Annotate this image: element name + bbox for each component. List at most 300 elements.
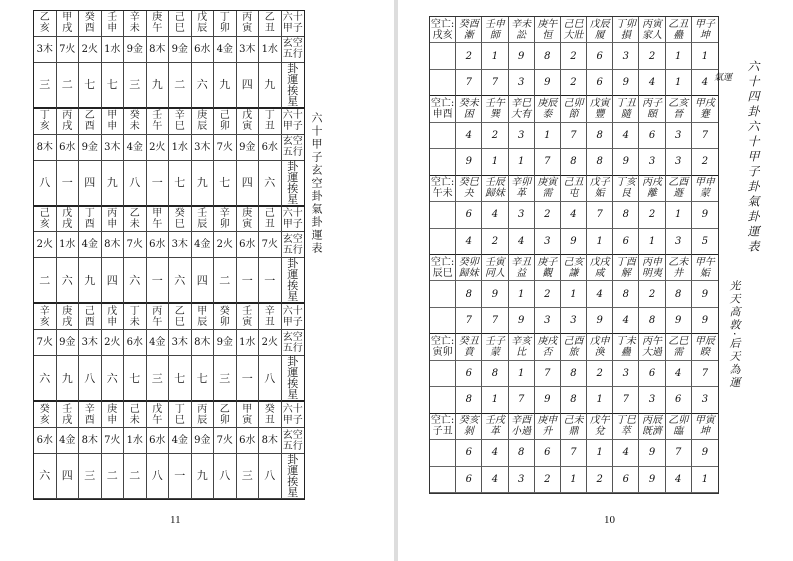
table-cell: 八 [259,454,282,499]
table-cell: 戊寅 [237,109,260,135]
table-cell: 1水 [57,232,80,258]
table-cell: 6水 [57,135,80,161]
table-cell: 七 [192,356,215,402]
table-cell: 九 [147,63,170,109]
table-cell: 6水 [147,232,170,258]
table-cell: 庚戌否 [535,334,561,360]
table-cell: 癸酉 [79,11,102,37]
table-cell: 丙申明夷 [639,255,665,281]
table-cell: 九 [79,258,102,304]
table-cell: 2 [561,43,587,69]
table-cell: 癸丑 [259,402,282,428]
table-cell: 1 [509,361,535,387]
table-cell: 7 [561,440,587,466]
table-cell: 七 [102,63,125,109]
table-cell: 七 [124,356,147,402]
table-cell: 四 [57,454,80,499]
table-cell: 8 [561,387,587,413]
table-cell: 二 [214,258,237,304]
table-cell: 甲戌蹇 [692,96,718,122]
table-cell: 九 [192,454,215,499]
table-cell: 辛亥 [34,304,57,330]
table-cell: 8木 [259,428,282,454]
table-cell: 3 [535,308,561,334]
row-label: 六十甲子 [282,402,305,428]
table-cell: 3 [613,43,639,69]
table-cell: 1 [482,387,508,413]
table-cell: 1 [587,229,613,255]
table-cell: 1 [587,440,613,466]
table-cell: 8木 [192,330,215,356]
table-cell: 6 [639,123,665,149]
table-cell: 己卯節 [561,96,587,122]
table-cell: 八 [124,161,147,207]
table-cell: 7 [509,387,535,413]
table-cell: 7 [482,70,508,96]
table-cell: 1 [666,43,692,69]
table-cell: 1 [535,123,561,149]
table-cell: 7火 [34,330,57,356]
table-cell: 4 [482,440,508,466]
table-cell: 辛未 [124,11,147,37]
table-cell: 2火 [102,330,125,356]
table-cell: 1 [692,467,718,493]
table-cell: 2 [639,202,665,228]
table-cell: 一 [169,454,192,499]
table-cell: 丁亥 [34,109,57,135]
table-cell: 八 [79,356,102,402]
row-label: 玄空五行 [282,135,305,161]
table-cell: 壬寅同人 [482,255,508,281]
table-cell: 九 [57,356,80,402]
table-cell: 丙戌 [57,109,80,135]
table-cell: 己丑屯 [561,176,587,202]
table-cell: 3 [535,229,561,255]
table-cell: 9 [613,149,639,175]
table-cell: 乙酉遯 [666,176,692,202]
table-cell: 9金 [169,37,192,63]
left-page-number: 11 [170,514,181,526]
table-cell: 4 [666,361,692,387]
table-cell: 癸未 [124,109,147,135]
left-page-title: 六十甲子玄空卦氣卦運表 [310,112,323,255]
table-cell: 癸酉漸 [456,17,482,43]
table-cell: 壬戌革 [482,414,508,440]
empty-void-cell [430,361,456,387]
table-cell: 1 [482,43,508,69]
table-cell: 9 [535,70,561,96]
table-cell: 四 [192,258,215,304]
table-cell: 1水 [124,428,147,454]
table-cell: 6水 [237,428,260,454]
table-cell: 8 [666,281,692,307]
table-cell: 9 [692,308,718,334]
table-cell: 7 [561,123,587,149]
empty-void-cell [430,202,456,228]
table-cell: 9 [509,308,535,334]
row-label: 玄空五行 [282,330,305,356]
empty-void-cell [430,149,456,175]
table-cell: 癸亥剝 [456,414,482,440]
table-cell: 2 [587,361,613,387]
table-cell: 七 [79,63,102,109]
table-cell: 3木 [169,330,192,356]
table-cell: 一 [57,161,80,207]
table-cell: 7火 [102,428,125,454]
table-cell: 6 [456,467,482,493]
table-cell: 1 [666,202,692,228]
empty-void-cell [430,387,456,413]
table-cell: 四 [102,258,125,304]
table-cell: 8木 [34,135,57,161]
table-cell: 2 [482,229,508,255]
table-cell: 6 [535,440,561,466]
table-cell: 8 [613,202,639,228]
table-cell: 丁丑 [259,109,282,135]
table-cell: 乙亥晉 [666,96,692,122]
table-cell: 一 [237,356,260,402]
table-cell: 1水 [102,37,125,63]
table-cell: 6水 [259,135,282,161]
row-label: 卦運挨星 [282,63,305,109]
table-cell: 乙卯臨 [666,414,692,440]
table-cell: 9金 [237,135,260,161]
table-cell: 戊寅豐 [587,96,613,122]
table-cell: 1 [692,43,718,69]
right-page-annotation: 氣運 [714,73,733,83]
table-cell: 八 [34,161,57,207]
table-cell: 壬午 [147,109,170,135]
table-cell: 戊午 [147,402,170,428]
table-cell: 8木 [147,37,170,63]
table-cell: 丙寅家人 [639,17,665,43]
table-cell: 8 [587,123,613,149]
table-cell: 1 [639,229,665,255]
table-cell: 3 [509,70,535,96]
table-cell: 4 [456,123,482,149]
table-cell: 9 [509,43,535,69]
table-cell: 6水 [192,37,215,63]
table-cell: 3木 [34,37,57,63]
table-cell: 七 [169,356,192,402]
table-cell: 二 [57,63,80,109]
table-cell: 7 [535,361,561,387]
table-cell: 8 [482,361,508,387]
table-cell: 3木 [102,135,125,161]
table-cell: 3 [639,149,665,175]
table-cell: 六 [259,161,282,207]
table-cell: 3木 [237,37,260,63]
table-cell: 庚辰泰 [535,96,561,122]
table-cell: 二 [102,454,125,499]
row-label: 六十甲子 [282,207,305,233]
table-cell: 乙卯 [214,402,237,428]
table-cell: 壬戌 [57,402,80,428]
table-cell: 1 [666,70,692,96]
row-label: 卦運挨星 [282,454,305,499]
table-cell: 9 [561,229,587,255]
table-cell: 8 [456,387,482,413]
table-cell: 6 [456,202,482,228]
table-cell: 2 [587,467,613,493]
table-cell: 6水 [124,330,147,356]
table-cell: 壬寅 [237,304,260,330]
table-cell: 癸卯 [214,304,237,330]
table-cell: 六 [192,63,215,109]
table-cell: 4金 [57,428,80,454]
table-cell: 8 [587,149,613,175]
table-cell: 四 [79,161,102,207]
table-cell: 7 [535,149,561,175]
table-cell: 乙亥 [34,11,57,37]
table-cell: 庚戌 [57,304,80,330]
table-cell: 4 [509,229,535,255]
table-cell: 二 [124,454,147,499]
table-cell: 6 [666,387,692,413]
table-cell: 六 [124,258,147,304]
table-cell: 己未鼎 [561,414,587,440]
table-cell: 九 [192,161,215,207]
table-cell: 一 [237,258,260,304]
table-cell: 2 [482,123,508,149]
table-cell: 己亥謙 [561,255,587,281]
table-cell: 2 [639,43,665,69]
table-cell: 壬午巽 [482,96,508,122]
empty-void-cell [430,43,456,69]
table-cell: 甲午姤 [692,255,718,281]
table-cell: 1 [509,149,535,175]
table-cell: 己丑 [259,207,282,233]
table-cell: 2火 [79,37,102,63]
table-cell: 7 [456,70,482,96]
table-cell: 7火 [57,37,80,63]
table-cell: 丙寅 [237,11,260,37]
right-page-author: 光天高敦·后天為運 [728,280,741,390]
table-cell: 9 [587,308,613,334]
table-cell: 庚申升 [535,414,561,440]
table-cell: 7 [482,308,508,334]
table-cell: 六 [102,356,125,402]
table-cell: 8 [456,281,482,307]
empty-void-cell: 空亡:子丑 [430,414,456,440]
table-cell: 9 [692,440,718,466]
table-cell: 8木 [102,232,125,258]
table-cell: 3 [509,123,535,149]
table-cell: 2 [535,467,561,493]
table-cell: 9金 [57,330,80,356]
table-cell: 6 [613,229,639,255]
table-cell: 戊辰 [192,11,215,37]
table-cell: 丙申 [102,207,125,233]
empty-void-cell [430,440,456,466]
row-label: 卦運挨星 [282,161,305,207]
table-cell: 8 [535,43,561,69]
empty-void-cell: 空亡:戌亥 [430,17,456,43]
table-cell: 9金 [214,330,237,356]
table-cell: 戊子姤 [587,176,613,202]
empty-void-cell [430,467,456,493]
right-page-number: 10 [604,514,615,526]
table-cell: 戊戌 [57,207,80,233]
table-cell: 2火 [214,232,237,258]
table-cell: 6 [587,70,613,96]
table-cell: 3 [561,308,587,334]
table-cell: 丁未 [124,304,147,330]
table-cell: 7 [692,361,718,387]
table-cell: 4 [639,70,665,96]
table-cell: 9金 [124,37,147,63]
table-cell: 丙午 [147,304,170,330]
table-cell: 9金 [192,428,215,454]
empty-void-cell [430,281,456,307]
table-cell: 7 [456,308,482,334]
table-cell: 四 [237,161,260,207]
row-label: 卦運挨星 [282,356,305,402]
table-cell: 丙戌離 [639,176,665,202]
table-cell: 8 [561,361,587,387]
table-cell: 6水 [147,428,170,454]
table-cell: 8 [613,281,639,307]
table-cell: 辛丑 [259,304,282,330]
table-cell: 1水 [259,37,282,63]
table-cell: 癸巳夬 [456,176,482,202]
table-cell: 1 [561,467,587,493]
table-cell: 壬辰歸妹 [482,176,508,202]
table-cell: 2火 [34,232,57,258]
table-cell: 三 [79,454,102,499]
table-cell: 六 [34,356,57,402]
table-cell: 甲申蒙 [692,176,718,202]
table-cell: 9 [613,70,639,96]
table-cell: 己亥 [34,207,57,233]
table-cell: 癸卯歸妹 [456,255,482,281]
table-cell: 6 [456,440,482,466]
table-cell: 癸未困 [456,96,482,122]
table-cell: 3 [666,229,692,255]
table-cell: 八 [147,454,170,499]
table-cell: 庚申 [102,402,125,428]
table-cell: 9 [692,202,718,228]
table-cell: 三 [237,454,260,499]
table-cell: 壬申師 [482,17,508,43]
table-cell: 三 [124,63,147,109]
table-cell: 4 [613,123,639,149]
table-cell: 6 [456,361,482,387]
table-cell: 乙丑蠱 [666,17,692,43]
table-cell: 丙子頤 [639,96,665,122]
table-cell: 丁酉 [79,207,102,233]
table-cell: 6 [587,43,613,69]
table-cell: 壬辰 [192,207,215,233]
table-cell: 2 [692,149,718,175]
table-cell: 4金 [169,428,192,454]
table-cell: 3木 [192,135,215,161]
table-cell: 2火 [259,330,282,356]
empty-void-cell: 空亡:寅卯 [430,334,456,360]
table-cell: 癸亥 [34,402,57,428]
table-cell: 3木 [79,330,102,356]
table-cell: 丙午大過 [639,334,665,360]
table-cell: 丁丑隨 [613,96,639,122]
table-cell: 庚午 [147,11,170,37]
table-cell: 庚子觀 [535,255,561,281]
table-cell: 4 [666,467,692,493]
table-cell: 4金 [192,232,215,258]
table-cell: 1水 [237,330,260,356]
table-cell: 庚寅需 [535,176,561,202]
table-cell: 2 [456,43,482,69]
table-cell: 1 [561,281,587,307]
table-cell: 四 [237,63,260,109]
table-cell: 乙丑 [259,11,282,37]
table-cell: 6 [639,361,665,387]
table-cell: 九 [259,63,282,109]
table-cell: 丁亥艮 [613,176,639,202]
table-cell: 丁酉解 [613,255,639,281]
empty-void-cell [430,308,456,334]
table-cell: 8木 [79,428,102,454]
table-cell: 二 [169,63,192,109]
table-cell: 2 [535,281,561,307]
table-cell: 丁卯損 [613,17,639,43]
table-cell: 3 [666,123,692,149]
table-cell: 甲子坤 [692,17,718,43]
table-cell: 4 [456,229,482,255]
table-cell: 7 [587,202,613,228]
right-page [396,0,793,561]
table-cell: 甲申 [102,109,125,135]
table-cell: 二 [34,258,57,304]
table-cell: 七 [169,161,192,207]
table-cell: 庚寅 [237,207,260,233]
table-cell: 戊申渙 [587,334,613,360]
table-cell: 六 [57,258,80,304]
table-cell: 一 [147,161,170,207]
table-cell: 6水 [237,232,260,258]
row-label: 卦運挨星 [282,258,305,304]
table-cell: 甲寅 [237,402,260,428]
table-cell: 9 [456,149,482,175]
table-cell: 一 [259,258,282,304]
table-cell: 壬申 [102,11,125,37]
table-cell: 7 [666,440,692,466]
table-cell: 1 [482,149,508,175]
table-cell: 乙未井 [666,255,692,281]
table-cell: 9 [692,281,718,307]
row-label: 玄空五行 [282,37,305,63]
table-cell: 4金 [214,37,237,63]
table-cell: 3 [509,467,535,493]
table-cell: 甲寅坤 [692,414,718,440]
row-label: 玄空五行 [282,232,305,258]
empty-void-cell [430,229,456,255]
table-cell: 庚午恒 [535,17,561,43]
table-cell: 8 [509,440,535,466]
table-cell: 3 [639,387,665,413]
table-cell: 4金 [124,135,147,161]
table-cell: 癸巳 [169,207,192,233]
table-cell: 1 [509,281,535,307]
empty-void-cell [430,123,456,149]
table-cell: 甲戌 [57,11,80,37]
table-cell: 己巳 [169,11,192,37]
table-cell: 丁巳萃 [613,414,639,440]
table-cell: 4 [561,202,587,228]
right-page-title: 六十四卦六十甲子卦氣卦運表 [746,60,760,255]
table-cell: 4金 [79,232,102,258]
table-cell: 三 [34,63,57,109]
table-cell: 4 [482,202,508,228]
